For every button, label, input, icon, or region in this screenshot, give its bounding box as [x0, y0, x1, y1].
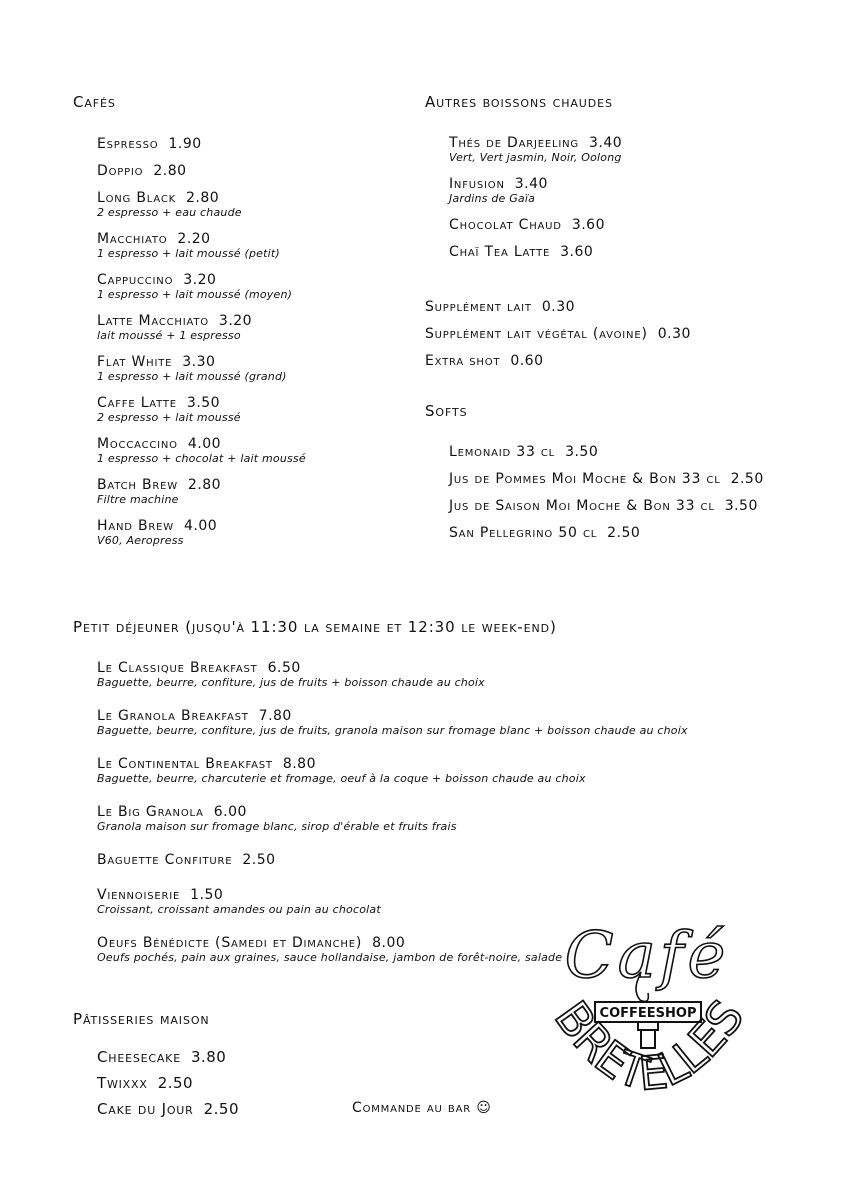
menu-item-cake-du-jour: [97, 1101, 239, 1117]
item-price: 3.60: [560, 244, 594, 260]
item-price: 3.40: [514, 176, 548, 192]
item-description: Baguette, beurre, confiture, jus de fruits, granola maison sur fromage blanc + boisson chaude au choix: [97, 724, 688, 737]
item-price: 3.20: [183, 272, 217, 288]
menu-item-infusion: [449, 176, 548, 206]
menu-item-supplement-lait: [425, 299, 575, 315]
logo-banner-text: COFFEESHOP: [599, 1006, 697, 1021]
item-name: Long Black: [97, 190, 176, 206]
logo-bottom-text: BRETELLES: [544, 991, 754, 1101]
item-price: 3.50: [724, 498, 758, 514]
item-description: 2 espresso + eau chaude: [97, 206, 242, 219]
item-name: Viennoiserie: [97, 887, 181, 903]
item-price: 0.30: [657, 326, 691, 342]
item-price: 2.80: [153, 163, 187, 179]
item-price: 0.30: [541, 299, 576, 315]
item-description: lait moussé + 1 espresso: [97, 329, 241, 342]
item-price: 6.00: [213, 804, 247, 820]
item-name: Supplément lait végétal (avoine): [425, 326, 648, 342]
menu-item-long-black: [97, 190, 242, 220]
section-title-patisseries: Pâtisseries maison: [73, 1010, 210, 1028]
menu-item-oeufs-benedicte: [97, 935, 562, 965]
item-price: 2.80: [185, 190, 220, 206]
item-price: 2.50: [242, 852, 276, 868]
menu-item-viennoiserie: [97, 887, 381, 917]
item-name: Hand Brew: [97, 518, 174, 534]
item-price: 2.80: [187, 477, 222, 493]
item-name: Twixxx: [97, 1074, 148, 1092]
menu-item-jus-saison: [449, 498, 758, 514]
item-name: Caffe Latte: [97, 395, 177, 411]
menu-item-thes-darjeeling: [449, 135, 622, 165]
item-description: V60, Aeropress: [97, 534, 184, 547]
menu-item-batch-brew: [97, 477, 221, 507]
item-name: Chaï Tea Latte: [449, 244, 551, 260]
menu-item-continental-breakfast: [97, 756, 586, 786]
logo-script-text: Café: [564, 919, 730, 993]
item-name: Jus de Saison Moi Moche & Bon 33 cl: [449, 498, 715, 514]
item-description: 2 espresso + lait moussé: [97, 411, 241, 424]
menu-item-cheesecake: [97, 1049, 226, 1065]
menu-item-baguette-confiture: [97, 852, 276, 868]
item-name: Oeufs Bénédicte (Samedi et Dimanche): [97, 935, 363, 951]
item-description: Oeufs pochés, pain aux graines, sauce hollandaise, jambon de forêt-noire, salade: [97, 951, 563, 964]
item-price: 2.50: [607, 525, 641, 541]
item-price: 4.00: [183, 518, 218, 534]
item-description: Croissant, croissant amandes ou pain au chocolat: [97, 903, 381, 916]
item-name: Thés de Darjeeling: [449, 135, 579, 151]
menu-item-latte-macchiato: [97, 313, 252, 343]
menu-item-doppio: [97, 163, 187, 179]
menu-item-classique-breakfast: [97, 660, 485, 690]
menu-item-granola-breakfast: [97, 708, 688, 738]
item-name: Moccaccino: [97, 436, 178, 452]
item-name: San Pellegrino 50 cl: [449, 525, 598, 541]
item-description: 1 espresso + lait moussé (moyen): [97, 288, 293, 301]
item-price: 7.80: [258, 708, 292, 724]
item-price: 8.80: [282, 756, 316, 772]
item-name: Chocolat Chaud: [449, 217, 562, 233]
item-name: Latte Macchiato: [97, 313, 209, 329]
section-title-autres-boissons: Autres boissons chaudes: [425, 93, 613, 111]
menu-item-caffe-latte: [97, 395, 241, 425]
menu-item-espresso: [97, 136, 202, 152]
menu-item-supplement-lait-vegetal: [425, 326, 691, 342]
item-description: 1 espresso + lait moussé (petit): [97, 247, 280, 260]
cafe-bretelles-logo: [540, 905, 755, 1145]
item-name: Supplément lait: [425, 299, 532, 315]
item-price: 1.90: [168, 136, 202, 152]
menu-item-hand-brew: [97, 518, 217, 548]
item-name: Flat White: [97, 354, 173, 370]
item-price: 3.50: [565, 444, 599, 460]
item-description: Granola maison sur fromage blanc, sirop d'érable et fruits frais: [97, 820, 457, 833]
item-price: 3.80: [190, 1048, 227, 1066]
menu-item-lemonaid: [449, 444, 598, 460]
item-name: Le Continental Breakfast: [97, 756, 273, 772]
item-price: 3.30: [182, 354, 216, 370]
item-description: 1 espresso + chocolat + lait moussé: [97, 452, 306, 465]
section-title-petit-dejeuner: Petit déjeuner (jusqu'à 11:30 la semaine et 12:30 le week-end): [73, 618, 557, 636]
item-name: Espresso: [97, 136, 159, 152]
item-price: 3.40: [588, 135, 623, 151]
menu-item-twixxx: [97, 1075, 193, 1091]
item-name: Doppio: [97, 163, 144, 179]
menu-item-san-pellegrino: [449, 525, 640, 541]
item-price: 6.50: [267, 660, 301, 676]
item-price: 1.50: [190, 887, 224, 903]
item-name: Le Classique Breakfast: [97, 660, 258, 676]
item-price: 3.50: [186, 395, 221, 411]
menu-item-flat-white: [97, 354, 287, 384]
item-name: Jus de Pommes Moi Moche & Bon 33 cl: [449, 471, 721, 487]
item-name: Cheesecake: [97, 1048, 181, 1066]
menu-item-cappuccino: [97, 272, 292, 302]
item-price: 2.50: [203, 1100, 240, 1118]
item-name: Batch Brew: [97, 477, 178, 493]
menu-item-chai-tea-latte: [449, 244, 593, 260]
menu-item-jus-pommes: [449, 471, 764, 487]
item-price: 4.00: [187, 436, 222, 452]
order-at-bar-note: Commande au bar ☺: [352, 1100, 492, 1116]
item-price: 8.00: [372, 935, 406, 951]
item-description: Baguette, beurre, confiture, jus de fruits + boisson chaude au choix: [97, 676, 485, 689]
item-price: 3.20: [218, 313, 253, 329]
menu-item-chocolat-chaud: [449, 217, 605, 233]
section-title-cafes: Cafés: [73, 93, 116, 111]
menu-item-macchiato: [97, 231, 280, 261]
item-name: Le Big Granola: [97, 804, 204, 820]
item-price: 2.20: [177, 231, 211, 247]
section-title-softs: Softs: [425, 402, 468, 420]
item-name: Extra shot: [425, 353, 501, 369]
item-description: Filtre machine: [97, 493, 179, 506]
item-description: Vert, Vert jasmin, Noir, Oolong: [449, 151, 622, 164]
item-price: 2.50: [730, 471, 764, 487]
item-name: Cappuccino: [97, 272, 174, 288]
item-name: Infusion: [449, 176, 505, 192]
item-description: Baguette, beurre, charcuterie et fromage, oeuf à la coque + boisson chaude au choix: [97, 772, 586, 785]
item-name: Baguette Confiture: [97, 852, 233, 868]
menu-item-big-granola: [97, 804, 457, 834]
item-description: 1 espresso + lait moussé (grand): [97, 370, 287, 383]
item-name: Macchiato: [97, 231, 168, 247]
item-price: 0.60: [510, 353, 544, 369]
item-name: Cake du Jour: [97, 1100, 194, 1118]
item-price: 2.50: [157, 1074, 194, 1092]
item-price: 3.60: [571, 217, 605, 233]
item-name: Lemonaid 33 cl: [449, 444, 556, 460]
item-name: Le Granola Breakfast: [97, 708, 249, 724]
menu-item-moccaccino: [97, 436, 306, 466]
item-description: Jardins de Gaïa: [449, 192, 536, 205]
menu-item-extra-shot: [425, 353, 543, 369]
